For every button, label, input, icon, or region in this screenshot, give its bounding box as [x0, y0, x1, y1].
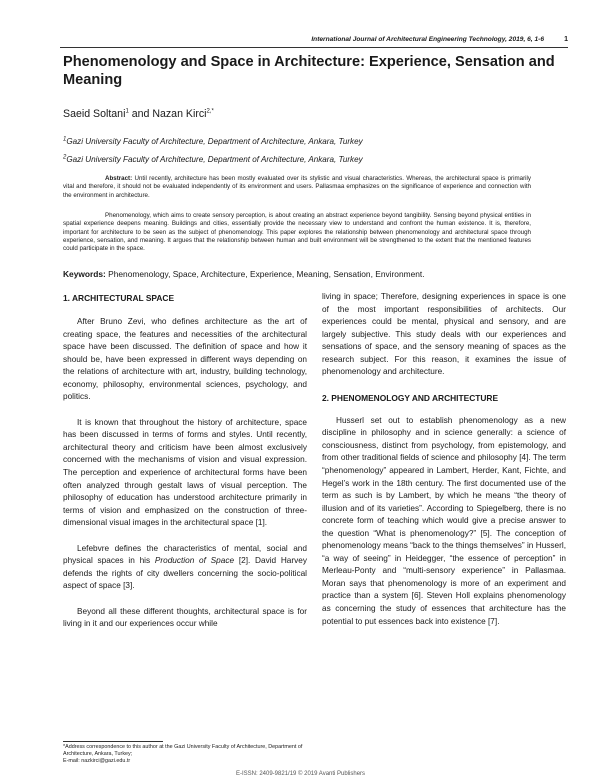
- footnote-rule: [63, 741, 163, 742]
- author-2-sup: 2,*: [206, 108, 214, 115]
- affiliation-1-sup: 1: [63, 136, 67, 143]
- footnote-line-1: *Address correspondence to this author at the Gazi University Faculty of Architecture, Department of Architecture, Ankara, Turkey;: [63, 744, 303, 757]
- section-1-paragraph-3: [63, 543, 307, 593]
- footnote: [63, 744, 307, 765]
- abstract-text-1: Until recently, architecture has been mostly evaluated over its stylistic and visual characteristics. Whereas, the architectural space is primarily vital and therefore, it should not be evaluated independently of its environment and users. Pallasmaa emphasizes on the significance of experience and connection with the environment in architecture.: [63, 175, 531, 199]
- footnote-email: E-mail: nazkirci@gazi.edu.tr: [63, 758, 131, 764]
- affiliation-2-sup: 2: [63, 154, 67, 161]
- author-2: Nazan Kirci: [152, 108, 207, 120]
- book-title: Production of Space: [154, 556, 235, 566]
- affiliation-2-text: Gazi University Faculty of Architecture, Department of Architecture, Ankara, Turkey: [66, 155, 363, 164]
- p3-part-b: [2]. David Harvey defends the rights of city dwellers concerning the socio-political aspect of space [3].: [63, 556, 307, 591]
- keywords-label: Keywords:: [63, 269, 106, 279]
- author-conj: and: [128, 108, 153, 120]
- running-head: International Journal of Architectural Engineering Technology, 2019, 6, 1-6: [311, 36, 544, 43]
- abstract-label: Abstract:: [105, 175, 133, 182]
- affiliation-1-text: Gazi University Faculty of Architecture, Department of Architecture, Ankara, Turkey: [66, 137, 363, 146]
- p3-part-a: Lefebvre defines the characteristics of mental, social and physical spaces in his: [63, 543, 307, 566]
- column-left: [63, 292, 307, 644]
- section-1-paragraph-4-continued: living in space; Therefore, designing experiences in space is one of the most important responsibilities of architects. Our experiences could be mental, physical and sensory, and are largely subjective. This study deals with our experiences and sensations of space, and the sensory meaning of spaces as the research subject. For this reason, it examines the issue of phenomenology and architecture.: [322, 292, 566, 377]
- keywords: [63, 269, 543, 279]
- abstract-paragraph-1: [63, 175, 531, 200]
- author-1: Saeid Soltani: [63, 108, 126, 120]
- keywords-text: Phenomenology, Space, Architecture, Experience, Meaning, Sensation, Environment.: [105, 269, 425, 279]
- abstract-paragraph-2: Phenomenology, which aims to create sensory perception, is about creating an abstract experience beyond tangibility. Sensing beyond physical entities in spatial experience deepens meaning. Buildings and cities, essentially provide the necessary view to understand and confront the human existence. It is, therefore, important for architecture to be seen as the subject of phenomenology. This paper explores the relationship between phenomenology and architectural space through experience, sensation, and meaning. It argues that the relationship between human and built environment will be strengthened to the extent that the mentioned features could participate in the space.: [63, 212, 531, 253]
- section-1-paragraph-4: Beyond all these different thoughts, architectural space is for living in it and our experiences occur while: [63, 606, 307, 629]
- section-1-paragraph-1: After Bruno Zevi, who defines architecture as the art of creating space, the features and necessities of the architectural space have been discussed. The definition of space and how it should be, have been expressed in different ways depending on the relations of architecture with art, industry, building technology, economy, philosophy, environmental sciences, psychology, and politics.: [63, 317, 307, 402]
- page-footer: E-ISSN: 2409-9821/19 © 2019 Avanti Publishers: [236, 771, 366, 777]
- column-right: [322, 291, 566, 641]
- section-1-paragraph-2: It is known that throughout the history of architecture, space has been discussed in terms of forms and styles. Until recently, architectural theory and criticism have been almost exclusively concerned with the mechanisms of vision and visual expression. The perception and experience of architectural forms have been often analyzed through gestalt laws of visual perception. The philosophy of education has understood architecture primarily in terms of vision and emphasized on the construction of three-dimensional visual images in the architectural space [1].: [63, 417, 307, 528]
- section-2-heading: 2. PHENOMENOLOGY AND ARCHITECTURE: [322, 392, 499, 403]
- header-rule: [60, 47, 568, 48]
- affiliation-1: [63, 137, 363, 146]
- section-2-paragraph-1: Husserl set out to establish phenomenology as a new discipline in philosophy and in science generally: a science of consciousness, distinct from psychology, from epistemology, and from other traditional fields of science and philosophy [4]. The term “phenomenology” appeared in Lambert, Herder, Kant, Fichte, and Hegel’s work in the 18th century. The first documented use of the term as such is by Lambert, by which he means “the theory of illusion and of its varieties”. According to Spiegelberg, there is no concrete form of teaching which would give a precise answer to the question “What is phenomenology?” [5]. The conception of phenomenology means “back to the things themselves” in Husserl, “a way of seeing” in Heidegger, “the essence of perception” in Merleau-Ponty and “multi-sensory experience” in Pallasmaa. Moran says that phenomenology is more of an experiment and practice than a system [6]. Steven Holl explains phenomenology as concerning the study of essences that architecture has the potential to put essences back into existence [7].: [322, 415, 566, 626]
- authors: [63, 108, 214, 120]
- section-1-heading: 1. ARCHITECTURAL SPACE: [63, 293, 175, 303]
- author-1-sup: 1: [125, 108, 129, 115]
- affiliation-2: [63, 155, 363, 164]
- paper-title: Phenomenology and Space in Architecture: Experience, Sensation and Meaning: [63, 54, 555, 88]
- page-number: 1: [564, 36, 568, 43]
